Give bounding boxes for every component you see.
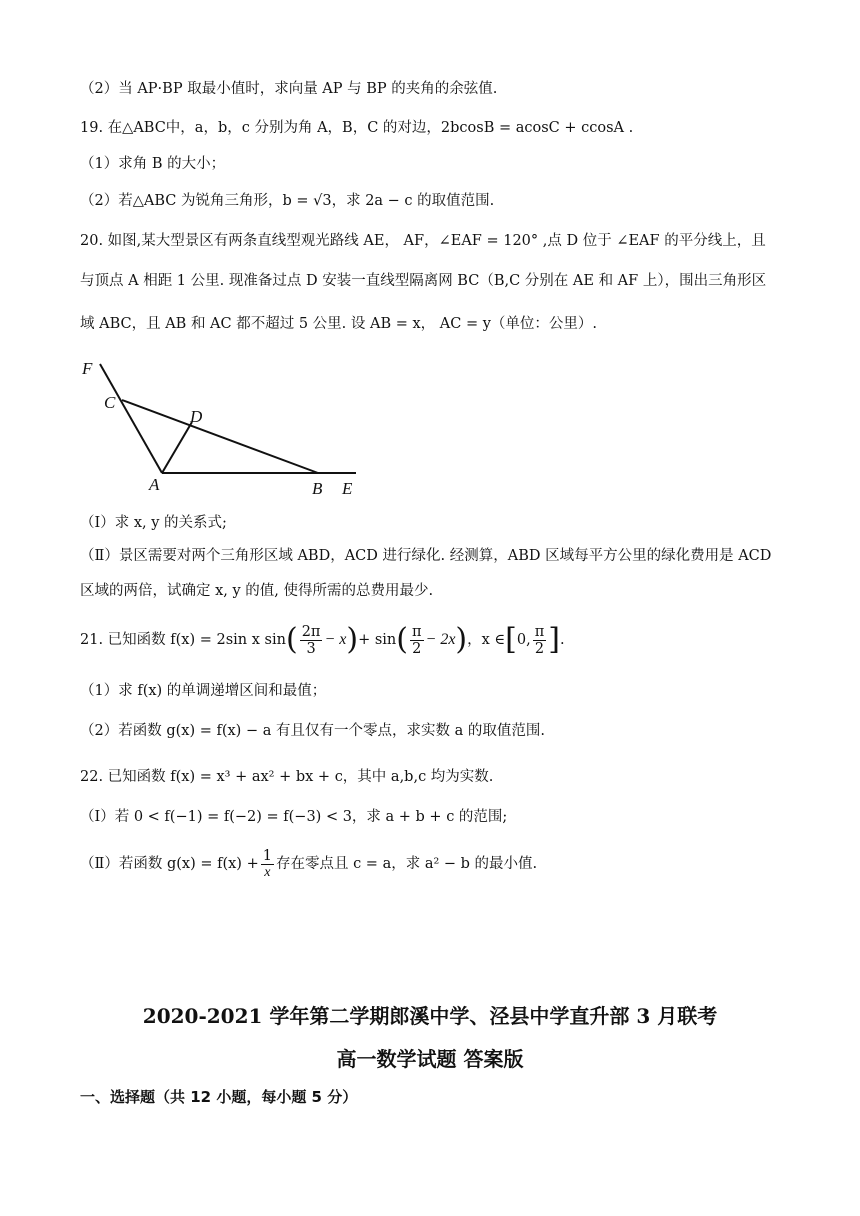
- label-c: C: [104, 393, 116, 412]
- q21-stem-mid: + sin: [358, 632, 397, 648]
- q22-part1: （Ⅰ）若 0 < f(−1) = f(−2) = f(−3) < 3，求 a + b + c 的范围;: [80, 809, 508, 825]
- answer-title-line1: 2020-2021 学年第二学期郎溪中学、泾县中学直升部 3 月联考: [142, 1004, 718, 1028]
- q20-line2: 与顶点 A 相距 1 公里. 现准备过点 D 安装一直线型隔离网 BC（B,C 分别在 AE 和 AF 上），围出三角形区: [80, 273, 767, 289]
- label-e: E: [342, 479, 353, 498]
- q19-part1: （1）求角 B 的大小；: [80, 156, 226, 172]
- q21-stem: 21. 已知函数 f(x) = 2sin x sin ( $\frac{2\pi}{3}$ − x ) + sin ( $\frac{\pi}{2}$ − 2x ) ，x ∈ [ 0, $\frac{\pi}{2}$ ] .: [80, 622, 565, 657]
- q21-stem-suffix: ，x ∈: [467, 632, 506, 648]
- q22-part2-prefix: （Ⅱ）若函数 g(x) = f(x) +: [80, 856, 259, 872]
- answer-title-line2: 高一数学试题 答案版: [336, 1047, 524, 1071]
- q20-part2-line2: 区域的两倍，试确定 x, y 的值, 使得所需的总费用最少.: [80, 583, 434, 599]
- line-bc: [122, 400, 318, 473]
- q18-part2: （2）当 AP·BP 取最小值时，求向量 AP 与 BP 的夹角的余弦值.: [80, 81, 498, 97]
- q20-part1: （Ⅰ）求 x, y 的关系式;: [80, 515, 227, 531]
- section-heading: 一、选择题（共 12 小题，每小题 5 分）: [80, 1088, 358, 1106]
- label-b: B: [312, 479, 323, 498]
- q22-part2: [80, 844, 537, 884]
- frac-1-x: $\frac{1}{x}$: [262, 847, 272, 880]
- label-f: F: [82, 359, 93, 378]
- q21-stem-prefix: 21. 已知函数 f(x) = 2sin x sin: [80, 632, 286, 648]
- q20-figure: [74, 352, 374, 502]
- line-ad: [162, 422, 192, 473]
- q21-part1: （1）求 f(x) 的单调递增区间和最值；: [80, 683, 327, 699]
- label-a: A: [149, 475, 160, 494]
- q22-part2-suffix: 存在零点且 c = a，求 a² − b 的最小值.: [275, 856, 538, 872]
- q21-part2: （2）若函数 g(x) = f(x) − a 有且仅有一个零点，求实数 a 的取值范围.: [80, 723, 545, 739]
- q20-part2-line1: （Ⅱ）景区需要对两个三角形区域 ABD，ACD 进行绿化. 经测算，ABD 区域每平方公里的绿化费用是 ACD: [80, 548, 772, 564]
- frac-2pi-3: $\frac{2\pi}{3}$: [301, 623, 321, 657]
- q19-stem: 19. 在△ABC中，a，b，c 分别为角 A，B，C 的对边，2bcosB = acosC + ccosA .: [80, 120, 634, 136]
- label-d: D: [190, 407, 203, 426]
- line-af: [100, 364, 162, 473]
- q19-part2: （2）若△ABC 为锐角三角形，b = √3，求 2a − c 的取值范围.: [80, 193, 495, 209]
- q20-line1: 20. 如图,某大型景区有两条直线型观光路线 AE， AF，∠EAF = 120° ,点 D 位于 ∠EAF 的平分线上，且: [80, 233, 766, 249]
- frac-pi-2: $\frac{\pi}{2}$: [411, 623, 422, 657]
- q22-stem: 22. 已知函数 f(x) = x³ + ax² + bx + c，其中 a,b,c 均为实数.: [80, 769, 494, 785]
- frac-pi-2-interval: $\frac{\pi}{2}$: [534, 623, 545, 657]
- q20-line3: 域 ABC，且 AB 和 AC 都不超过 5 公里. 设 AB = x， AC = y（单位：公里）.: [80, 316, 598, 332]
